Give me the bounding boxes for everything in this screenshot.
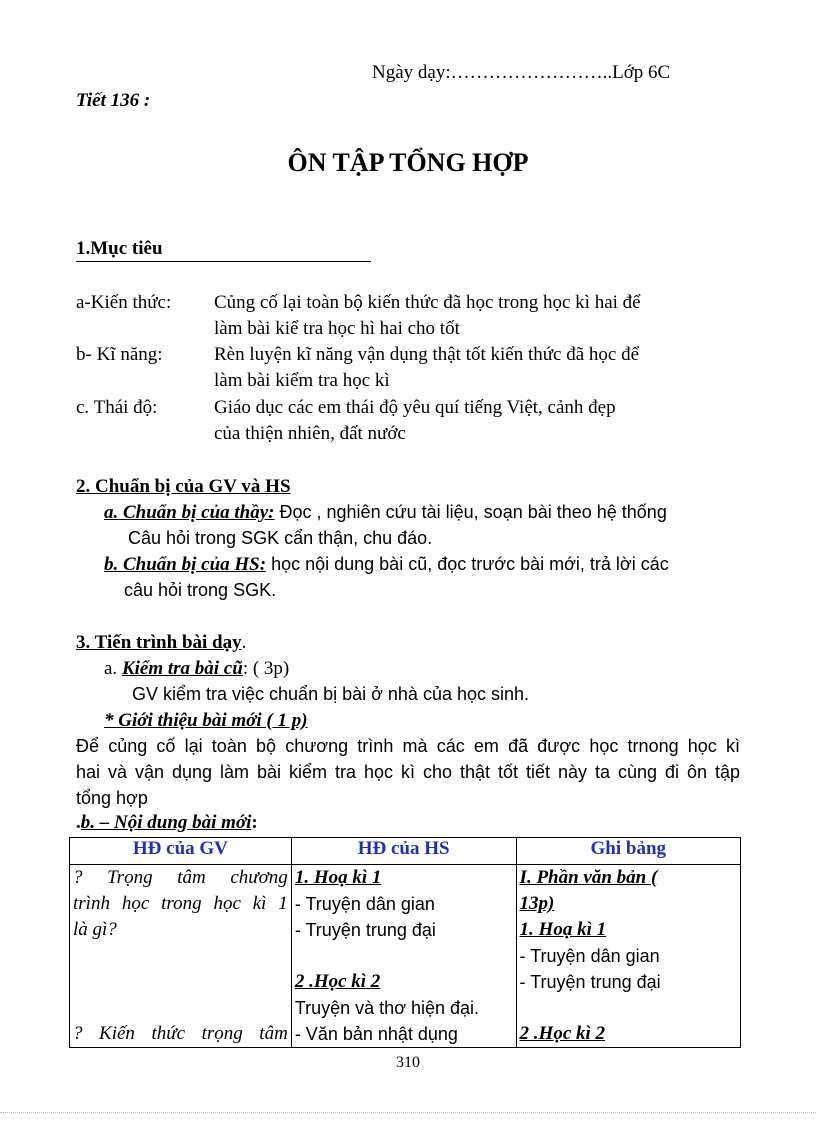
board-part1-heading-line1: I. Phần văn bản (	[519, 867, 658, 888]
prep-teacher	[104, 502, 667, 524]
student-term2-heading: 2 .Học kì 2	[294, 971, 381, 992]
board-term2-heading: 2 .Học kì 2	[519, 1023, 606, 1044]
teacher-question-1-line1: ? Trọng tâm chương	[73, 867, 288, 888]
objective-attitude-text-2: của thiện nhiên, đất nước	[214, 423, 406, 444]
objective-knowledge-label: a-Kiến thức:	[76, 292, 172, 313]
objective-knowledge-text-2: làm bài kiể tra học hì hai cho tốt	[214, 318, 460, 339]
objective-attitude-text: Giáo dục các em thái độ yêu quí tiếng Việt, cảnh đẹp	[214, 397, 616, 418]
table-row	[70, 865, 741, 1048]
board-part1-heading-line2: 13p)	[519, 893, 555, 914]
new-content-heading	[76, 812, 258, 834]
section-process-heading	[76, 632, 246, 654]
check-old-label: Kiểm tra bài cũ	[121, 658, 243, 679]
prep-student	[104, 554, 669, 576]
student-term1-item2: - Truyện trung đại	[294, 920, 436, 940]
objective-skill-label: b- Kĩ năng:	[76, 344, 163, 365]
new-content-label: b. – Nội dung bài mới	[80, 812, 252, 833]
objective-knowledge-text: Củng cố lại toàn bộ kiến thức đã học trong học kì hai để	[214, 292, 641, 313]
prep-student-text: học nội dung bài cũ, đọc trước bài mới, trả lời các	[266, 554, 669, 574]
section-preparation-heading: 2. Chuẩn bị của GV và HS	[76, 476, 291, 497]
process-heading-dot: .	[241, 632, 247, 653]
process-heading-text: 3. Tiến trình bài dạy	[76, 632, 242, 653]
intro-new-lesson: * Giới thiệu bài mới ( 1 p)	[104, 710, 308, 731]
check-old-text: GV kiểm tra việc chuẩn bị bài ở nhà của học sinh.	[132, 684, 530, 704]
board-notes-cell	[516, 865, 740, 1048]
prep-student-text-2: câu hỏi trong SGK.	[124, 580, 277, 600]
intro-paragraph-line3: tổng hợp	[76, 788, 148, 808]
objective-skill-text: Rèn luyện kĩ năng vận dụng thật tốt kiến thức đã học để	[214, 344, 640, 365]
page-number: 310	[396, 1054, 420, 1071]
student-term2-item2: - Văn bản nhật dụng	[294, 1024, 458, 1044]
header-student-activity: HĐ của HS	[291, 838, 516, 865]
prep-student-label: b. Chuẩn bị của HS:	[104, 554, 267, 575]
student-term1-item1: - Truyện dân gian	[294, 894, 435, 914]
header-teacher-activity: HĐ của GV	[70, 838, 292, 865]
page-bottom-divider	[0, 1112, 816, 1113]
objective-attitude-label: c. Thái độ:	[76, 397, 158, 418]
lesson-date-class: Ngày dạy:……………………..Lớp 6C	[372, 62, 671, 83]
student-activity-cell	[291, 865, 516, 1048]
teacher-question-1-line3: là gì?	[73, 919, 117, 940]
table-header-row	[70, 838, 741, 865]
page-title: ÔN TẬP TỔNG HỢP	[287, 148, 529, 177]
header-board-notes: Ghi bảng	[516, 838, 740, 865]
new-content-prefix: .	[76, 812, 81, 833]
prep-teacher-prefix: a.	[104, 502, 119, 523]
check-old-prefix: a.	[104, 658, 122, 679]
teacher-activity-cell	[70, 865, 292, 1048]
board-term1-item2: - Truyện trung đại	[519, 972, 661, 992]
board-term1-heading: 1. Hoạ kì 1	[519, 919, 607, 940]
prep-teacher-label: Chuẩn bị của thầy:	[118, 502, 275, 523]
teacher-question-1-line2: trình học trong học kì 1	[73, 893, 288, 914]
student-term2-item1: Truyện và thơ hiện đại.	[294, 998, 480, 1018]
intro-paragraph-line2: hai và vận dụng làm bài kiểm tra học kì cho thật tốt tiết này ta cùng đi ôn tập	[76, 762, 740, 782]
process-check-old	[104, 658, 289, 680]
objective-skill-text-2: làm bài kiểm tra học kì	[214, 370, 390, 391]
intro-paragraph-line1: Để củng cố lại toàn bộ chương trình mà các em đã được học trnong học kì	[76, 736, 740, 756]
lesson-number: Tiết 136 :	[76, 90, 151, 111]
prep-teacher-text: Đọc , nghiên cứu tài liệu, soạn bài theo hệ thống	[274, 502, 667, 522]
student-term1-heading: 1. Hoạ kì 1	[294, 867, 382, 888]
lesson-activity-table	[69, 837, 741, 1048]
check-old-suffix: : ( 3p)	[242, 658, 290, 679]
teacher-question-2-line1: ? Kiến thức trọng tâm	[73, 1023, 288, 1044]
prep-teacher-text-2: Câu hỏi trong SGK cẩn thận, chu đáo.	[128, 528, 433, 548]
new-content-suffix: :	[251, 812, 258, 833]
section-objectives-heading: 1.Mục tiêu	[76, 238, 371, 262]
board-term1-item1: - Truyện dân gian	[519, 946, 660, 966]
